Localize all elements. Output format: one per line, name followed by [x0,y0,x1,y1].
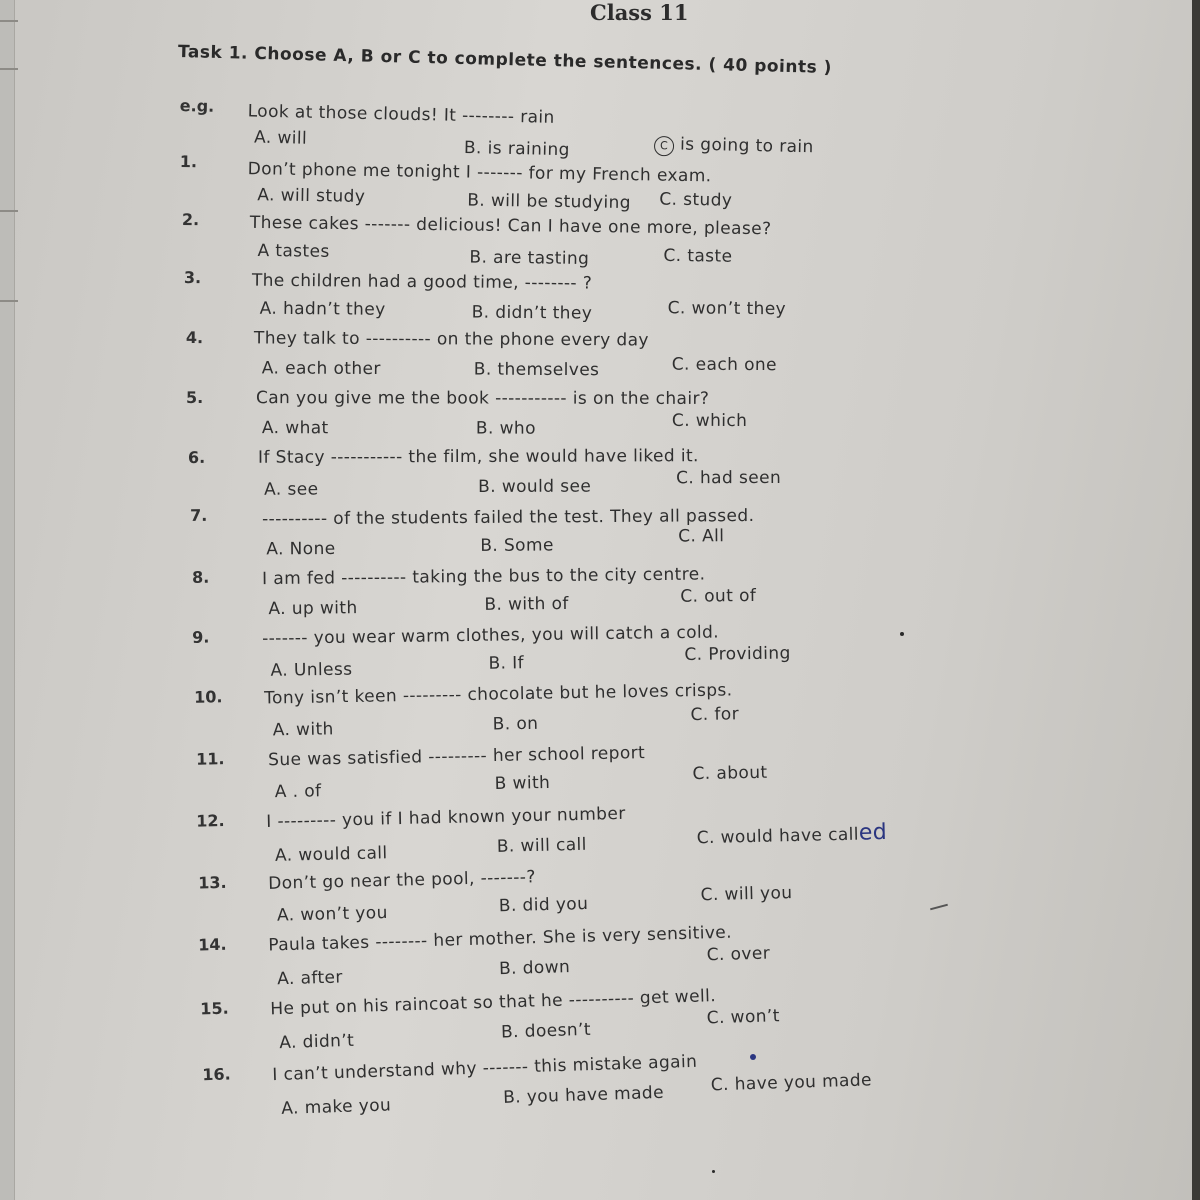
option-c: C. Providing [684,643,791,665]
option-c: C. had seen [676,467,782,489]
question-number: 14. [197,934,227,955]
question-number: 15. [199,998,229,1019]
question-text: The children had a good time, -------- ? [251,270,593,294]
option-c: C. study [659,189,733,211]
question-text: They talk to ---------- on the phone every day [253,328,649,351]
option-b: B. didn’t they [471,302,593,324]
question-number: 2. [181,210,200,230]
option-c: C. for [690,704,740,726]
ink-dot [750,1054,756,1060]
option-a: A. each other [261,358,381,380]
option-b: B. are tasting [469,247,590,270]
option-c: C. will you [700,883,793,906]
option-c-text: C. would have call [696,824,860,849]
option-c: C. which [671,410,748,431]
question-text: If Stacy ----------- the film, she would have liked it. [257,446,699,468]
option-b: B. will be studying [467,190,632,214]
option-a: A. Unless [270,659,353,681]
question-text: Don’t phone me tonight I ------- for my French exam. [247,159,712,187]
option-a: A . of [274,781,322,803]
option-b: B. who [475,418,536,439]
option-b: B. doesn’t [500,1019,592,1043]
question-item [0,499,1192,567]
option-a: A. see [264,479,319,500]
ink-dot [712,1170,715,1173]
option-a: A. up with [268,598,358,620]
question-text: Can you give me the book ----------- is on the chair? [255,388,710,409]
option-b: B. would see [478,476,592,497]
option-b: B. Some [480,535,554,556]
option-c: C. over [706,943,771,966]
question-text: Don’t go near the pool, -------? [268,867,537,894]
question-text: I can’t understand why ------- this mistake again [272,1051,698,1086]
ink-dot [900,632,904,636]
question-text: I am fed ---------- taking the bus to the city centre. [262,564,706,590]
question-number: 10. [193,687,223,707]
circled-answer-mark: C [654,136,674,156]
question-text: I --------- you if I had known your number [266,803,626,833]
binding-mark [0,20,18,22]
option-c: C. about [692,762,768,785]
task-title: Task 1. Choose A, B or C to complete the sentences. ( 40 points ) [177,42,833,78]
question-text: ---------- of the students failed the test. They all passed. [262,505,755,530]
question-number: 1. [179,152,198,172]
option-a: A. hadn’t they [259,298,386,320]
option-b: B. with of [484,593,569,615]
option-b: B. you have made [502,1082,665,1108]
question-number: 5. [185,388,204,408]
option-c: C. All [678,526,725,547]
question-text: He put on his raincoat so that he ---------- get well. [270,986,717,1020]
question-text: Tony isn’t keen --------- chocolate but he loves crisps. [264,680,733,709]
question-number: 8. [191,567,210,587]
question-text: Paula takes -------- her mother. She is very sensitive. [268,922,733,956]
option-c: C. won’t they [667,298,787,320]
question-text: Look at those clouds! It -------- rain [247,101,555,128]
question-item [0,444,1192,508]
question-number: 6. [187,447,206,467]
option-b: B. If [488,653,525,674]
option-a: A tastes [257,240,330,262]
question-item [0,327,1192,393]
option-b: B. themselves [473,359,600,381]
option-c [654,134,814,159]
question-number: e.g. [179,96,215,116]
option-a: A. will study [257,185,366,207]
option-b: B. is raining [463,137,571,161]
question-number: 11. [195,749,225,769]
question-item [0,388,1192,450]
option-b: B. did you [498,894,589,917]
option-c: C. have you made [710,1070,873,1096]
question-text: ------- you wear warm clothes, you will catch a cold. [262,622,720,649]
question-number: 4. [185,328,204,348]
option-c: C. won’t [706,1006,781,1029]
option-a: A. will [253,127,308,149]
option-c: C. each one [671,354,777,376]
option-a: A. what [261,418,329,439]
option-c: C. taste [663,245,733,267]
option-b: B. down [498,957,571,980]
question-number: 13. [197,872,227,893]
option-a: A. would call [274,843,388,866]
question-number: 3. [183,268,202,288]
option-a: A. None [266,538,336,560]
option-a: A. make you [281,1095,392,1119]
option-c-text: is going to rain [679,134,814,158]
option-a: A. with [272,719,334,741]
class-title: Class 11 [590,0,689,25]
question-text: These cakes ------- delicious! Can I have one more, please? [249,212,772,240]
option-c: C. out of [680,585,757,607]
question-text: Sue was satisfied --------- her school report [268,743,646,771]
option-a: A. didn’t [279,1030,355,1054]
question-number: 9. [191,627,210,647]
option-b: B. will call [496,834,588,857]
handwritten-correction: ed [858,819,888,846]
question-number: 12. [195,810,225,831]
option-a: A. after [276,967,344,990]
option-a: A. won’t you [276,902,388,926]
option-b: B with [494,772,551,794]
question-item [0,266,1192,336]
option-b: B. on [492,713,539,735]
question-number: 16. [201,1064,231,1085]
question-number: 7. [189,505,208,525]
binding-mark [0,68,18,70]
option-c [696,820,887,849]
